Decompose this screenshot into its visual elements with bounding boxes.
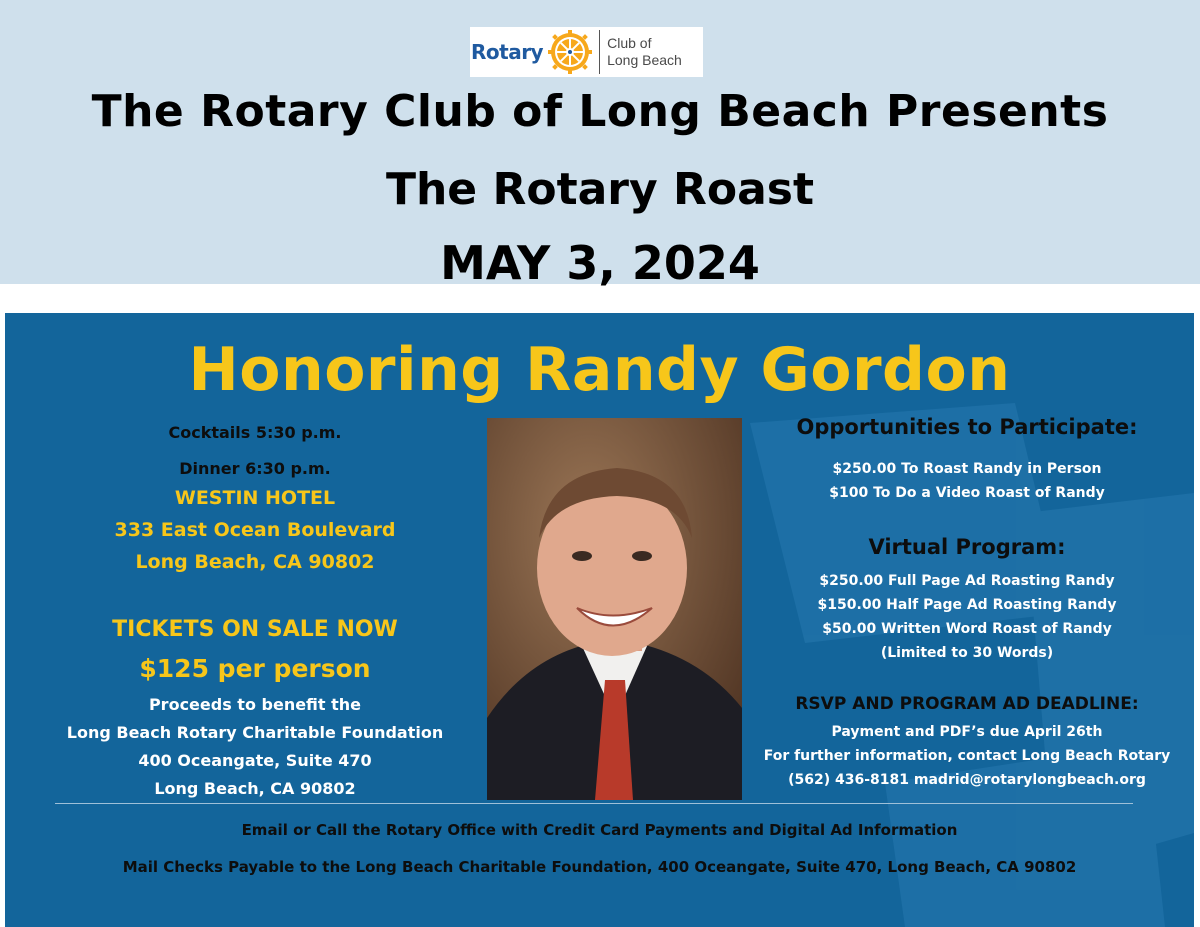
virtual-word-limit: (Limited to 30 Words)	[880, 645, 1054, 661]
logo-club-line2: Long Beach	[607, 52, 682, 68]
virtual-full-page: $250.00 Full Page Ad Roasting Randy	[819, 573, 1115, 589]
venue-city: Long Beach, CA 90802	[135, 551, 375, 573]
event-date: MAY 3, 2024	[440, 236, 760, 290]
logo-wordmark: Rotary	[471, 40, 544, 64]
ticket-price: $125 per person	[139, 654, 371, 683]
deadline-contact: For further information, contact Long Beach Rotary	[763, 748, 1171, 764]
footer-mail-checks: Mail Checks Payable to the Long Beach Charitable Foundation, 400 Oceangate, Suite 470, Long Beach, CA 90802	[122, 858, 1077, 876]
footer-payment-note: Email or Call the Rotary Office with Credit Card Payments and Digital Ad Information	[241, 821, 958, 839]
deadline-title: RSVP AND PROGRAM AD DEADLINE:	[795, 694, 1139, 714]
opportunity-in-person: $250.00 To Roast Randy in Person	[832, 461, 1102, 477]
honoree-photo	[487, 418, 742, 800]
foundation-city: Long Beach, CA 90802	[154, 779, 356, 798]
event-title: The Rotary Roast	[385, 164, 815, 215]
event-details-panel	[5, 313, 1194, 927]
rotary-logo	[470, 27, 703, 77]
rotary-wheel-icon	[546, 28, 594, 76]
footer-divider	[55, 803, 1133, 804]
foundation-name: Long Beach Rotary Charitable Foundation	[66, 723, 444, 742]
cocktails-time: Cocktails 5:30 p.m.	[168, 423, 342, 442]
venue-name: WESTIN HOTEL	[174, 487, 336, 509]
foundation-street: 400 Oceangate, Suite 470	[138, 751, 372, 770]
opportunity-video: $100 To Do a Video Roast of Randy	[829, 485, 1105, 501]
virtual-program-title: Virtual Program:	[868, 535, 1066, 559]
header-banner	[0, 0, 1200, 290]
logo-club-line1: Club of	[607, 35, 652, 51]
venue-street: 333 East Ocean Boulevard	[114, 519, 396, 541]
presents-heading: The Rotary Club of Long Beach Presents	[91, 86, 1109, 137]
dinner-time: Dinner 6:30 p.m.	[179, 459, 331, 478]
logo-divider	[599, 30, 600, 74]
tickets-on-sale: TICKETS ON SALE NOW	[112, 617, 398, 642]
logo-club-name	[607, 35, 682, 69]
virtual-written-word: $50.00 Written Word Roast of Randy	[822, 621, 1112, 637]
honoree-heading: Honoring Randy Gordon	[188, 335, 1011, 405]
deadline-payment: Payment and PDF’s due April 26th	[831, 724, 1103, 740]
contact-phone-email: (562) 436-8181 madrid@rotarylongbeach.org	[788, 772, 1146, 788]
opportunities-title: Opportunities to Participate:	[796, 415, 1138, 439]
proceeds-note: Proceeds to benefit the	[148, 695, 362, 714]
virtual-half-page: $150.00 Half Page Ad Roasting Randy	[817, 597, 1117, 613]
